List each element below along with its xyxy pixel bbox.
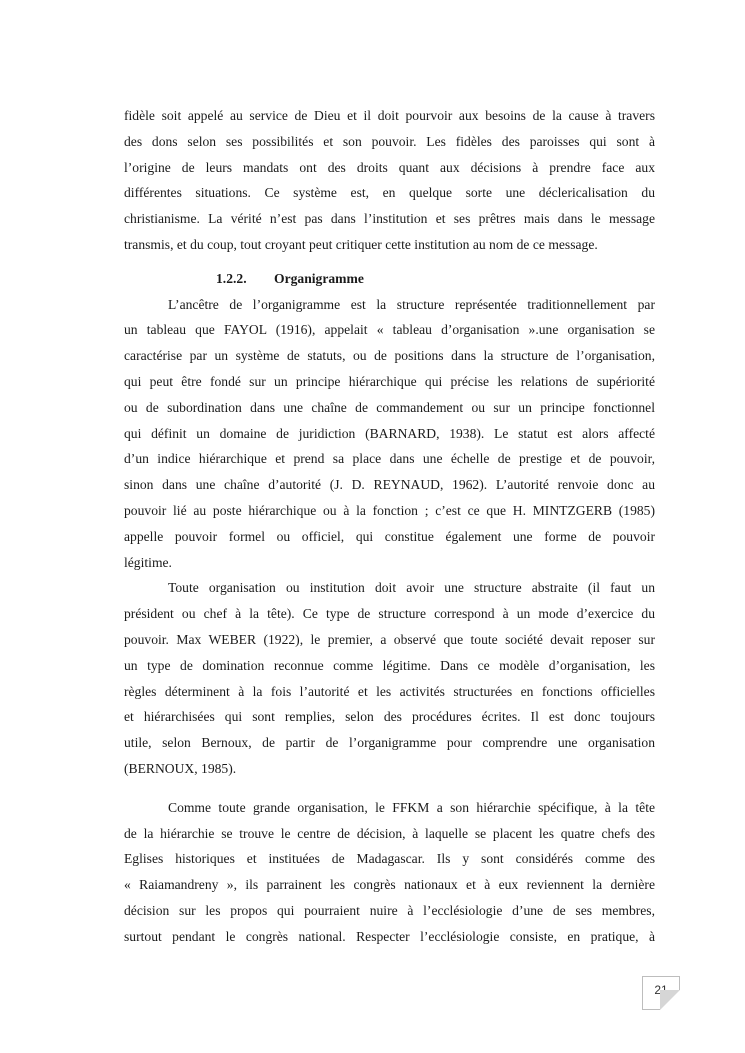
text-line: Comme toute grande organisation, le FFKM a son hiérarchie spécifique, à la tête	[168, 799, 655, 815]
text-line: sinon dans une chaîne d’autorité (J. D. REYNAUD, 1962). L’autorité renvoie donc au	[124, 477, 655, 493]
text-line: et hiérarchisées qui sont remplies, selon des procédures écrites. Il est donc toujours	[124, 709, 655, 725]
text-line: caractérise par un système de statuts, ou de positions dans la structure de l’organisation,	[124, 348, 655, 364]
section-number: 1.2.2.	[216, 270, 247, 286]
text-line: qui définit un domaine de juridiction (BARNARD, 1938). Le statut est alors affecté	[124, 425, 655, 441]
section-heading	[124, 266, 655, 292]
text-line: président ou chef à la tête). Ce type de structure correspond à un mode d’exercice du	[124, 606, 655, 622]
text-line: légitime.	[124, 554, 172, 570]
page-number-box	[642, 976, 680, 1010]
text-line: qui peut être fondé sur un principe hiérarchique qui précise les relations de supériorité	[124, 373, 655, 389]
text-line: des dons selon ses possibilités et son pouvoir. Les fidèles des paroisses qui sont à	[124, 133, 655, 149]
text-line: surtout pendant le congrès national. Respecter l’ecclésiologie consiste, en pratique, à	[124, 928, 655, 944]
text-line: décision sur les propos qui pourraient nuire à l’ecclésiologie d’une de ses membres,	[124, 902, 655, 918]
text-line: (BERNOUX, 1985).	[124, 760, 237, 776]
text-line: « Raiamandreny », ils parrainent les congrès nationaux et à eux reviennent la dernière	[124, 877, 655, 893]
paragraph-2	[124, 575, 655, 781]
page-fold-icon	[660, 990, 680, 1010]
text-line: pouvoir lié au poste hiérarchique ou à la fonction ; c’est ce que H. MINTZGERB (1985)	[124, 502, 655, 518]
text-line: de la hiérarchie se trouve le centre de décision, à laquelle se placent les quatre chefs des	[124, 825, 655, 841]
text-line: un type de domination reconnue comme légitime. Dans ce modèle d’organisation, les	[124, 657, 655, 673]
section-title: Organigramme	[274, 270, 364, 286]
text-line: christianisme. La vérité n’est pas dans l’institution et ses prêtres mais dans le message	[124, 211, 655, 227]
page-number: 21	[654, 983, 668, 997]
text-line: Toute organisation ou institution doit avoir une structure abstraite (il faut un	[168, 580, 655, 596]
text-line: L’ancêtre de l’organigramme est la structure représentée traditionnellement par	[168, 296, 655, 312]
page-content	[124, 103, 655, 950]
text-line: Eglises historiques et instituées de Madagascar. Ils y sont considérés comme des	[124, 851, 655, 867]
paragraph-intro	[124, 103, 655, 258]
text-line: d’un indice hiérarchique et prend sa place dans une échelle de prestige et de pouvoir,	[124, 451, 655, 467]
text-line: pouvoir. Max WEBER (1922), le premier, a observé que toute société devait reposer sur	[124, 631, 655, 647]
text-line: appelle pouvoir formel ou officiel, qui constitue également une forme de pouvoir	[124, 528, 655, 544]
text-line: l’origine de leurs mandats ont des droits quant aux décisions à prendre face aux	[124, 159, 655, 175]
text-line: transmis, et du coup, tout croyant peut critiquer cette institution au nom de ce message.	[124, 236, 598, 252]
paragraph-1	[124, 292, 655, 576]
paragraph-3	[124, 795, 655, 950]
text-line: utile, selon Bernoux, de partir de l’organigramme pour comprendre une organisation	[124, 735, 655, 751]
text-line: ou de subordination dans une chaîne de commandement ou sur un principe fonctionnel	[124, 399, 655, 415]
text-line: différentes situations. Ce système est, en quelque sorte une déclericalisation du	[124, 185, 655, 201]
text-line: règles déterminent à la fois l’autorité et les activités structurées en fonctions officielles	[124, 683, 655, 699]
text-line: un tableau que FAYOL (1916), appelait « tableau d’organisation ».une organisation se	[124, 322, 655, 338]
text-line: fidèle soit appelé au service de Dieu et il doit pourvoir aux besoins de la cause à travers	[124, 108, 655, 123]
